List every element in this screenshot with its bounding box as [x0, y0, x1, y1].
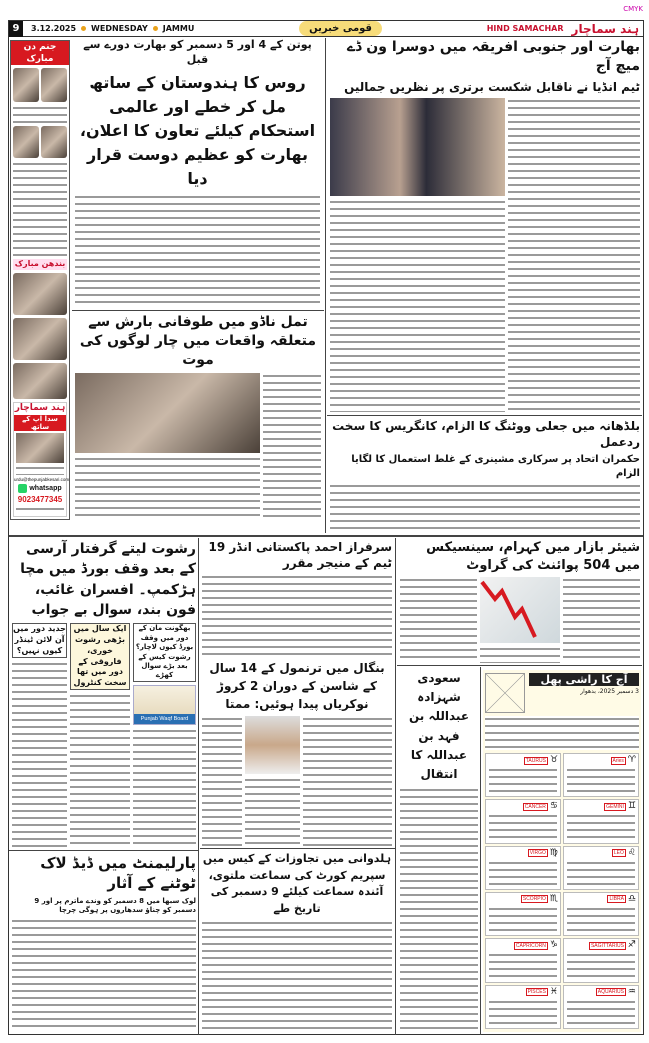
sign-text: [489, 860, 557, 886]
haldwani-story: [202, 851, 392, 1031]
birthday-photo: [13, 68, 39, 102]
bullet-icon: [153, 26, 158, 31]
paper-logo: ہند سماچار: [571, 21, 639, 36]
horoscope-sign-scorpio: [485, 892, 561, 936]
saudi-body: [400, 787, 478, 1031]
divider: [480, 667, 481, 1035]
waqf-headline: رشوت لیتے گرفتار آرسی کے بعد وقف بورڈ میں مچا ہڑکمپ۔ افسران غائب، فون بند، سوال بے جواب: [20, 541, 196, 618]
sign-text: [489, 813, 557, 839]
masthead: [9, 21, 643, 37]
sign-header: [486, 754, 560, 767]
zodiac-libra-icon: ♎: [627, 893, 636, 904]
sign-text: [567, 813, 635, 839]
sign-text: [489, 952, 557, 978]
sign-label: AQUARIUS: [597, 989, 624, 996]
ad-text: [16, 506, 64, 514]
russia-kicker: پوتن کے 4 اور 5 دسمبر کو بھارت دورے سے قبل: [83, 38, 312, 66]
wedding-photo: [13, 318, 67, 360]
saudi-headline: سعودی شہزادہ عبداللہ بن فہد بن عبداللہ کا انتقال: [408, 671, 470, 781]
sign-label: PISCES: [527, 989, 546, 996]
zodiac-virgo-icon: ♍: [549, 847, 558, 858]
cmyk-mark: CMYK: [623, 5, 643, 13]
zodiac-pisces-icon: ♓: [549, 986, 558, 997]
birthday-title: جنم دن مبارک: [11, 41, 69, 65]
sarfaraz-story: [202, 539, 392, 656]
mamata-body: [202, 716, 242, 846]
horoscope-sign-capricorn: [485, 938, 561, 982]
zodiac-cancer-icon: ♋: [549, 801, 558, 812]
horoscope-sign-cancer: [485, 799, 561, 843]
tamilnadu-body: [263, 373, 321, 520]
zodiac-scorpio-icon: ♏: [549, 893, 558, 904]
waqf-story: [12, 539, 196, 848]
day: WEDNESDAY: [91, 24, 148, 33]
sign-label: VIRGO: [529, 850, 546, 857]
divider: [198, 850, 199, 1035]
horoscope-panel: [483, 670, 641, 1032]
mamata-headline: بنگال میں ترنمول کے 14 سال کے شاسن کے دوران 2 کروڑ نوکریاں پیدا ہوئیں: ممتا: [209, 661, 385, 711]
sign-header: [564, 800, 638, 813]
waqf-image: [133, 685, 196, 725]
mamata-story: [202, 659, 392, 846]
divider: [395, 538, 396, 1035]
sign-label: TAURUS: [525, 757, 546, 764]
tamilnadu-body: [75, 456, 260, 520]
wedding-photo: [13, 363, 67, 399]
ad-tagline: سدا آپ کے ساتھ: [14, 415, 66, 431]
waqf-body: [12, 661, 67, 848]
sign-header: [486, 986, 560, 999]
sensex-body: [480, 646, 560, 663]
sign-label: LEO: [613, 850, 624, 857]
panchang-text: [485, 716, 639, 750]
sign-label: Aries: [612, 757, 624, 764]
left-column: [10, 40, 70, 520]
zodiac-sagittarius-icon: ♐: [627, 940, 636, 951]
waqf-body: [133, 728, 196, 848]
sign-label: CAPRICORN: [515, 942, 546, 949]
tamilnadu-photo: [75, 373, 260, 453]
section-title: قومی خبریں: [299, 21, 382, 36]
sign-text: [489, 767, 557, 793]
sign-text: [567, 999, 635, 1025]
caption-text: [13, 105, 67, 123]
russia-story: [75, 38, 320, 308]
divider: [200, 848, 395, 849]
sensex-body: [400, 577, 477, 663]
mamata-body: [303, 716, 392, 846]
divider: [9, 535, 643, 537]
mamata-photo: [245, 716, 300, 774]
horoscope-sign-sagittarius: [563, 938, 639, 982]
sign-header: [564, 754, 638, 767]
horoscope-signs: [485, 753, 639, 1029]
sign-text: [567, 767, 635, 793]
birthday-photo: [41, 68, 67, 102]
buldhana-story: [330, 418, 640, 532]
sign-header: [486, 893, 560, 906]
haldwani-headline: ہلدوانی میں تجاوزات کے کیس میں سپریم کورٹ کی سماعت ملتوی، آئندہ سماعت کیلئے 9 دسمبر کی تاریخ طے: [202, 852, 392, 915]
sensex-body: [563, 577, 640, 663]
horoscope-sign-virgo: [485, 846, 561, 890]
sarfaraz-headline: سرفراز احمد پاکستانی انڈر 19 ٹیم کے منیجر مقرر: [208, 540, 392, 571]
russia-headline: روس کا ہندوستان کے ساتھ مل کر خطے اور عالمی استحکام کیلئے تعاون کا اعلان، بھارت کو عظیم دوست قرار دیا: [79, 72, 316, 188]
cricket-body: [330, 199, 505, 412]
page-number: 9: [9, 21, 23, 37]
sign-header: [564, 939, 638, 952]
cricket-headline: بھارت اور جنوبی افریقہ میں دوسرا ون ڈے میچ آج: [346, 39, 640, 74]
caption-text: [13, 161, 67, 256]
sign-text: [489, 999, 557, 1025]
ad-logo: ہند سماچار: [14, 403, 66, 413]
horoscope-title: آج کا راشی پھل: [529, 673, 639, 686]
tamilnadu-story: [75, 313, 321, 520]
edition: JAMMU: [162, 24, 195, 33]
zodiac-leo-icon: ♌: [627, 847, 636, 858]
downtrend-arrow-icon: [480, 577, 560, 643]
sensex-story: [400, 539, 640, 663]
sign-header: [564, 847, 638, 860]
haldwani-body: [202, 920, 392, 1031]
saudi-story: [400, 669, 478, 1031]
waqf-box: بھگونت مان کے دور میں وقف بورڈ کیوں لاچار؟ رشوت کیس کے بعد بڑے سوال کھڑے: [133, 623, 196, 682]
divider: [198, 538, 199, 850]
horoscope-sign-aries: [563, 753, 639, 797]
waqf-body: [70, 693, 130, 848]
whatsapp-icon: [18, 484, 27, 493]
divider: [327, 415, 642, 416]
sign-header: [564, 986, 638, 999]
whatsapp-label: whatsapp: [29, 485, 62, 492]
parliament-body: [12, 918, 196, 1031]
kundli-chart: [485, 673, 525, 713]
zodiac-aquarius-icon: ♒: [627, 986, 636, 997]
sign-text: [567, 952, 635, 978]
horoscope-sign-libra: [563, 892, 639, 936]
zodiac-gemini-icon: ♊: [627, 801, 636, 812]
divider: [9, 850, 199, 851]
horoscope-date: 3 دسمبر 2025، بدھوار: [580, 688, 639, 695]
horoscope-sign-leo: [563, 846, 639, 890]
parliament-headline: پارلیمنٹ میں ڈیڈ لاک ٹوٹنے کے آثار: [40, 854, 196, 893]
sign-text: [489, 906, 557, 932]
paper-name-en: HIND SAMACHAR: [486, 24, 564, 33]
sign-label: LIBRA: [609, 896, 624, 903]
buldhana-subhead: حکمران اتحاد پر سرکاری مشینری کے غلط استعمال کا لگایا الزام: [351, 454, 640, 479]
ad-text: [16, 465, 64, 475]
russia-body: [75, 194, 320, 308]
divider: [325, 38, 326, 533]
horoscope-sign-aquarius: [563, 985, 639, 1029]
date: 3.12.2025: [31, 24, 77, 33]
sign-label: SCORPIO: [522, 896, 546, 903]
sign-text: [567, 860, 635, 886]
birthday-photo: [13, 126, 39, 158]
zodiac-capricorn-icon: ♑: [549, 940, 558, 951]
waqf-box: جدید دور میں آن لائن ٹینڈر کیوں نہیں؟: [12, 623, 67, 657]
building-icon: [134, 686, 195, 714]
sign-label: GEMINI: [606, 803, 624, 810]
cricket-story: [330, 38, 640, 412]
sign-label: SAGITTARIUS: [590, 942, 624, 949]
horoscope-sign-taurus: [485, 753, 561, 797]
tamilnadu-headline: تمل ناڈو میں طوفانی بارش سے متعلقہ واقعات میں چار لوگوں کی موت: [79, 314, 317, 368]
ad-photos: [16, 433, 64, 463]
mamata-body: [245, 777, 300, 846]
subscription-ad: [13, 402, 70, 517]
cricket-subhead: ٹیم انڈیا نے ناقابل شکست برتری پر نظریں جمالیں: [344, 79, 640, 94]
whatsapp-row: [14, 484, 66, 493]
divider: [72, 310, 324, 311]
buldhana-headline: بلڈھانہ میں جعلی ووٹنگ کا الزام، کانگریس کا سخت ردعمل: [332, 419, 640, 450]
waqf-image-caption: Punjab Waqf Board: [134, 714, 195, 724]
sign-header: [486, 847, 560, 860]
parliament-story: [12, 853, 196, 1031]
sensex-photo: [480, 577, 560, 643]
sign-header: [564, 893, 638, 906]
cricket-body: [508, 98, 640, 412]
sensex-headline: شیئر بازار میں کہرام، سینسیکس میں 504 پوائنٹ کی گراوٹ: [426, 540, 640, 573]
parliament-subhead: لوک سبھا میں 8 دسمبر کو وندے ماترم پر اور 9 دسمبر کو چناؤ سدھاروں پر ہوگی چرچا: [34, 896, 196, 914]
sarfaraz-body: [202, 574, 392, 656]
zodiac-taurus-icon: ♉: [549, 755, 558, 765]
zodiac-aries-icon: ♈: [627, 755, 636, 765]
bullet-icon: [81, 26, 86, 31]
sign-label: CANCER: [524, 803, 546, 810]
sign-header: [486, 939, 560, 952]
wedding-title: بندھن مبارک: [14, 259, 66, 269]
divider: [397, 665, 642, 666]
horoscope-sign-pisces: [485, 985, 561, 1029]
buldhana-body: [330, 483, 640, 532]
horoscope-sign-gemini: [563, 799, 639, 843]
wedding-photo: [13, 273, 67, 315]
ad-email[interactable]: urdu@thepunjabkesari.com: [14, 477, 70, 482]
birthday-photo: [41, 126, 67, 158]
ad-phone[interactable]: 9023477345: [17, 495, 63, 504]
waqf-box: ایک سال میں بڑھی رشوت خوری، فاروقی کے دور میں تھا سخت کنٹرول: [70, 623, 130, 690]
cricket-photo: [330, 98, 505, 196]
sign-text: [567, 906, 635, 932]
sign-header: [486, 800, 560, 813]
